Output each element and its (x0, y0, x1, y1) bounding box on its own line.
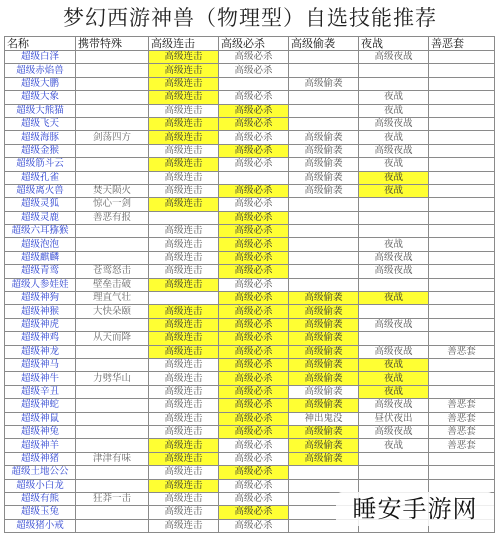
good-evil-cell (429, 77, 495, 90)
special-skill (76, 318, 149, 331)
beast-name: 超级神龙 (5, 345, 76, 358)
special-skill (76, 91, 149, 104)
good-evil-cell: 善恶套 (429, 399, 495, 412)
special-skill: 大快朵颐 (76, 305, 149, 318)
beast-name: 超级白泽 (5, 51, 76, 64)
crit-cell: 高级必杀 (219, 158, 289, 171)
good-evil-cell (429, 64, 495, 77)
special-skill: 苍鸾怒击 (76, 265, 149, 278)
special-skill (76, 225, 149, 238)
good-evil-cell (429, 385, 495, 398)
night-cell: 夜战 (359, 439, 429, 452)
good-evil-cell (429, 278, 495, 291)
good-evil-cell (429, 305, 495, 318)
sneak-cell (289, 198, 359, 211)
table-row (5, 305, 495, 318)
combo-cell: 高级连击 (149, 318, 219, 331)
table-row (5, 91, 495, 104)
beast-name: 超级神蛇 (5, 399, 76, 412)
header-sneak: 高级偷袭 (289, 37, 359, 51)
beast-name: 超级神猴 (5, 305, 76, 318)
sneak-cell: 高级偷袭 (289, 131, 359, 144)
sneak-cell: 高级偷袭 (289, 305, 359, 318)
beast-name: 超级有熊 (5, 492, 76, 505)
table-row (5, 104, 495, 117)
beast-name: 超级孔雀 (5, 171, 76, 184)
beast-name: 超级神牛 (5, 372, 76, 385)
crit-cell: 高级必杀 (219, 412, 289, 425)
night-cell: 高级夜战 (359, 399, 429, 412)
night-cell: 夜战 (359, 171, 429, 184)
sneak-cell: 高级偷袭 (289, 158, 359, 171)
night-cell (359, 332, 429, 345)
table-row (5, 439, 495, 452)
table-row (5, 385, 495, 398)
header-combo: 高级连击 (149, 37, 219, 51)
beast-name: 超级小白龙 (5, 479, 76, 492)
table-row (5, 198, 495, 211)
crit-cell: 高级必杀 (219, 345, 289, 358)
combo-cell: 高级连击 (149, 305, 219, 318)
special-skill: 惊心一剑 (76, 198, 149, 211)
combo-cell: 高级连击 (149, 158, 219, 171)
beast-name: 超级神虎 (5, 318, 76, 331)
combo-cell: 高级连击 (149, 64, 219, 77)
night-cell (359, 479, 429, 492)
table-row (5, 466, 495, 479)
sneak-cell (289, 251, 359, 264)
combo-cell: 高级连击 (149, 238, 219, 251)
beast-name: 超级大象 (5, 91, 76, 104)
beast-name: 超级六耳猕猴 (5, 225, 76, 238)
table-row (5, 77, 495, 90)
table-row (5, 318, 495, 331)
night-cell: 昼伏夜出 (359, 412, 429, 425)
night-cell: 高级夜战 (359, 251, 429, 264)
table-row (5, 278, 495, 291)
crit-cell: 高级必杀 (219, 318, 289, 331)
sneak-cell (289, 104, 359, 117)
combo-cell: 高级连击 (149, 399, 219, 412)
good-evil-cell (429, 372, 495, 385)
crit-cell: 高级必杀 (219, 385, 289, 398)
crit-cell: 高级必杀 (219, 519, 289, 532)
combo-cell: 高级连击 (149, 519, 219, 532)
beast-name: 超级神狗 (5, 292, 76, 305)
good-evil-cell: 善恶套 (429, 439, 495, 452)
table-row (5, 158, 495, 171)
table-row (5, 251, 495, 264)
night-cell: 夜战 (359, 91, 429, 104)
combo-cell: 高级连击 (149, 358, 219, 371)
sneak-cell: 高级偷袭 (289, 332, 359, 345)
table-row (5, 64, 495, 77)
night-cell: 夜战 (359, 184, 429, 197)
combo-cell: 高级连击 (149, 225, 219, 238)
beast-name: 超级神羊 (5, 439, 76, 452)
table-row (5, 117, 495, 130)
table-row (5, 412, 495, 425)
combo-cell: 高级连击 (149, 372, 219, 385)
table-row (5, 425, 495, 438)
good-evil-cell (429, 104, 495, 117)
good-evil-cell (429, 225, 495, 238)
beast-name: 超级泡泡 (5, 238, 76, 251)
beast-name: 超级神鼠 (5, 412, 76, 425)
special-skill (76, 345, 149, 358)
night-cell (359, 225, 429, 238)
special-skill (76, 104, 149, 117)
good-evil-cell (429, 265, 495, 278)
good-evil-cell (429, 144, 495, 157)
sneak-cell (289, 479, 359, 492)
good-evil-cell (429, 184, 495, 197)
beast-name: 超级猪小戒 (5, 519, 76, 532)
night-cell (359, 305, 429, 318)
watermark: 睡安手游网 (336, 492, 494, 526)
special-skill (76, 251, 149, 264)
table-row (5, 332, 495, 345)
table-row (5, 51, 495, 64)
table-row (5, 358, 495, 371)
special-skill: 理直气壮 (76, 292, 149, 305)
good-evil-cell (429, 332, 495, 345)
sneak-cell: 高级偷袭 (289, 184, 359, 197)
night-cell: 夜战 (359, 385, 429, 398)
good-evil-cell: 善恶套 (429, 412, 495, 425)
table-row (5, 345, 495, 358)
special-skill (76, 519, 149, 532)
combo-cell: 高级连击 (149, 104, 219, 117)
special-skill (76, 117, 149, 130)
special-skill: 善恶有报 (76, 211, 149, 224)
night-cell: 夜战 (359, 358, 429, 371)
sneak-cell: 高级偷袭 (289, 77, 359, 90)
header-name: 名称 (5, 37, 76, 51)
special-skill (76, 171, 149, 184)
good-evil-cell (429, 171, 495, 184)
combo-cell: 高级连击 (149, 385, 219, 398)
good-evil-cell (429, 91, 495, 104)
good-evil-cell (429, 211, 495, 224)
combo-cell: 高级连击 (149, 198, 219, 211)
table-row (5, 144, 495, 157)
table-row (5, 225, 495, 238)
sneak-cell (289, 278, 359, 291)
special-skill: 从天而降 (76, 332, 149, 345)
good-evil-cell (429, 318, 495, 331)
combo-cell: 高级连击 (149, 171, 219, 184)
sneak-cell: 高级偷袭 (289, 372, 359, 385)
crit-cell: 高级必杀 (219, 117, 289, 130)
table-row (5, 238, 495, 251)
crit-cell: 高级必杀 (219, 184, 289, 197)
special-skill (76, 466, 149, 479)
sneak-cell (289, 238, 359, 251)
good-evil-cell: 善恶套 (429, 345, 495, 358)
table-row (5, 171, 495, 184)
table-row (5, 479, 495, 492)
night-cell (359, 466, 429, 479)
crit-cell: 高级必杀 (219, 278, 289, 291)
night-cell (359, 64, 429, 77)
night-cell: 高级夜战 (359, 144, 429, 157)
combo-cell: 高级连击 (149, 345, 219, 358)
crit-cell: 高级必杀 (219, 238, 289, 251)
combo-cell: 高级连击 (149, 412, 219, 425)
combo-cell: 高级连击 (149, 117, 219, 130)
table-row (5, 184, 495, 197)
night-cell: 夜战 (359, 292, 429, 305)
crit-cell: 高级必杀 (219, 198, 289, 211)
good-evil-cell: 善恶套 (429, 425, 495, 438)
table-body (5, 51, 495, 533)
beast-name: 超级离火兽 (5, 184, 76, 197)
sneak-cell: 高级偷袭 (289, 345, 359, 358)
night-cell: 夜战 (359, 158, 429, 171)
combo-cell: 高级连击 (149, 265, 219, 278)
table-row (5, 265, 495, 278)
good-evil-cell (429, 358, 495, 371)
night-cell: 高级夜战 (359, 117, 429, 130)
special-skill: 焚天陨火 (76, 184, 149, 197)
table-row (5, 131, 495, 144)
table-row (5, 399, 495, 412)
combo-cell: 高级连击 (149, 77, 219, 90)
header-special-skill: 携带特殊 (76, 37, 149, 51)
crit-cell: 高级必杀 (219, 251, 289, 264)
crit-cell: 高级必杀 (219, 358, 289, 371)
night-cell: 夜战 (359, 104, 429, 117)
table-row (5, 452, 495, 465)
header-night: 夜战 (359, 37, 429, 51)
crit-cell: 高级必杀 (219, 225, 289, 238)
good-evil-cell (429, 479, 495, 492)
sneak-cell: 高级偷袭 (289, 171, 359, 184)
crit-cell: 高级必杀 (219, 452, 289, 465)
beast-name: 超级神马 (5, 358, 76, 371)
crit-cell: 高级必杀 (219, 466, 289, 479)
crit-cell: 高级必杀 (219, 292, 289, 305)
sneak-cell (289, 91, 359, 104)
sneak-cell (289, 51, 359, 64)
combo-cell: 高级连击 (149, 506, 219, 519)
night-cell: 高级夜战 (359, 51, 429, 64)
beast-name: 超级赤焰兽 (5, 64, 76, 77)
night-cell: 高级夜战 (359, 425, 429, 438)
good-evil-cell (429, 292, 495, 305)
night-cell: 高级夜战 (359, 265, 429, 278)
special-skill (76, 385, 149, 398)
combo-cell: 高级连击 (149, 91, 219, 104)
night-cell (359, 77, 429, 90)
sneak-cell: 高级偷袭 (289, 385, 359, 398)
beast-name: 超级海豚 (5, 131, 76, 144)
crit-cell: 高级必杀 (219, 372, 289, 385)
combo-cell: 高级连击 (149, 439, 219, 452)
beast-name: 超级大熊猫 (5, 104, 76, 117)
crit-cell: 高级必杀 (219, 64, 289, 77)
night-cell (359, 211, 429, 224)
sneak-cell (289, 64, 359, 77)
combo-cell: 高级连击 (149, 278, 219, 291)
crit-cell: 高级必杀 (219, 479, 289, 492)
night-cell: 夜战 (359, 131, 429, 144)
special-skill: 壁垒击破 (76, 278, 149, 291)
night-cell (359, 198, 429, 211)
night-cell: 高级夜战 (359, 345, 429, 358)
combo-cell (149, 292, 219, 305)
beast-name: 超级土地公公 (5, 466, 76, 479)
sneak-cell: 高级偷袭 (289, 452, 359, 465)
special-skill (76, 64, 149, 77)
sneak-cell: 神出鬼没 (289, 412, 359, 425)
sneak-cell (289, 265, 359, 278)
sneak-cell: 高级偷袭 (289, 439, 359, 452)
night-cell: 夜战 (359, 372, 429, 385)
special-skill (76, 439, 149, 452)
combo-cell (149, 211, 219, 224)
crit-cell: 高级必杀 (219, 265, 289, 278)
special-skill (76, 358, 149, 371)
combo-cell: 高级连击 (149, 131, 219, 144)
crit-cell: 高级必杀 (219, 131, 289, 144)
beast-name: 超级神鸡 (5, 332, 76, 345)
sneak-cell: 高级偷袭 (289, 318, 359, 331)
special-skill (76, 238, 149, 251)
special-skill: 津津有味 (76, 452, 149, 465)
combo-cell: 高级连击 (149, 492, 219, 505)
combo-cell: 高级连击 (149, 144, 219, 157)
table-row (5, 211, 495, 224)
beast-name: 超级麒麟 (5, 251, 76, 264)
special-skill: 狂莽一击 (76, 492, 149, 505)
special-skill: 力劈华山 (76, 372, 149, 385)
special-skill (76, 479, 149, 492)
good-evil-cell (429, 466, 495, 479)
crit-cell: 高级必杀 (219, 211, 289, 224)
crit-cell: 高级必杀 (219, 91, 289, 104)
special-skill (76, 399, 149, 412)
beast-name: 超级青鸾 (5, 265, 76, 278)
special-skill (76, 412, 149, 425)
crit-cell: 高级必杀 (219, 439, 289, 452)
special-skill (76, 77, 149, 90)
table-row (5, 372, 495, 385)
special-skill (76, 506, 149, 519)
crit-cell: 高级必杀 (219, 144, 289, 157)
special-skill (76, 144, 149, 157)
combo-cell: 高级连击 (149, 425, 219, 438)
special-skill (76, 425, 149, 438)
sneak-cell (289, 466, 359, 479)
combo-cell: 高级连击 (149, 466, 219, 479)
sneak-cell (289, 117, 359, 130)
good-evil-cell (429, 131, 495, 144)
header-good-evil-set: 善恶套 (429, 37, 495, 51)
night-cell (359, 278, 429, 291)
good-evil-cell (429, 238, 495, 251)
header-crit: 高级必杀 (219, 37, 289, 51)
table-header-row (5, 37, 495, 51)
good-evil-cell (429, 117, 495, 130)
special-skill: 剑荡四方 (76, 131, 149, 144)
sneak-cell: 高级偷袭 (289, 358, 359, 371)
beast-name: 超级灵鹿 (5, 211, 76, 224)
crit-cell: 高级必杀 (219, 492, 289, 505)
crit-cell: 高级必杀 (219, 51, 289, 64)
crit-cell: 高级必杀 (219, 425, 289, 438)
beast-name: 超级金猴 (5, 144, 76, 157)
combo-cell: 高级连击 (149, 479, 219, 492)
beast-name: 超级玉兔 (5, 506, 76, 519)
crit-cell: 高级必杀 (219, 305, 289, 318)
combo-cell: 高级连击 (149, 452, 219, 465)
crit-cell: 高级必杀 (219, 332, 289, 345)
beast-name: 超级神猪 (5, 452, 76, 465)
crit-cell (219, 77, 289, 90)
crit-cell: 高级必杀 (219, 506, 289, 519)
night-cell: 夜战 (359, 238, 429, 251)
night-cell (359, 452, 429, 465)
sneak-cell (289, 225, 359, 238)
good-evil-cell (429, 251, 495, 264)
combo-cell: 高级连击 (149, 332, 219, 345)
good-evil-cell (429, 198, 495, 211)
skill-table (4, 36, 495, 533)
combo-cell: 高级连击 (149, 51, 219, 64)
sneak-cell: 高级偷袭 (289, 425, 359, 438)
page-title: 梦幻西游神兽（物理型）自选技能推荐 (63, 6, 437, 30)
beast-name: 超级辛丑 (5, 385, 76, 398)
sneak-cell (289, 211, 359, 224)
special-skill (76, 158, 149, 171)
sneak-cell: 高级偷袭 (289, 399, 359, 412)
beast-name: 超级神兔 (5, 425, 76, 438)
combo-cell: 高级连击 (149, 184, 219, 197)
crit-cell (219, 171, 289, 184)
beast-name: 超级飞天 (5, 117, 76, 130)
sneak-cell: 高级偷袭 (289, 144, 359, 157)
sneak-cell: 高级偷袭 (289, 292, 359, 305)
beast-name: 超级人参娃娃 (5, 278, 76, 291)
good-evil-cell (429, 158, 495, 171)
beast-name: 超级大鹏 (5, 77, 76, 90)
good-evil-cell (429, 51, 495, 64)
beast-name: 超级筋斗云 (5, 158, 76, 171)
night-cell: 高级夜战 (359, 318, 429, 331)
beast-name: 超级灵狐 (5, 198, 76, 211)
crit-cell: 高级必杀 (219, 104, 289, 117)
special-skill (76, 51, 149, 64)
combo-cell: 高级连击 (149, 251, 219, 264)
crit-cell: 高级必杀 (219, 399, 289, 412)
table-row (5, 292, 495, 305)
good-evil-cell (429, 452, 495, 465)
